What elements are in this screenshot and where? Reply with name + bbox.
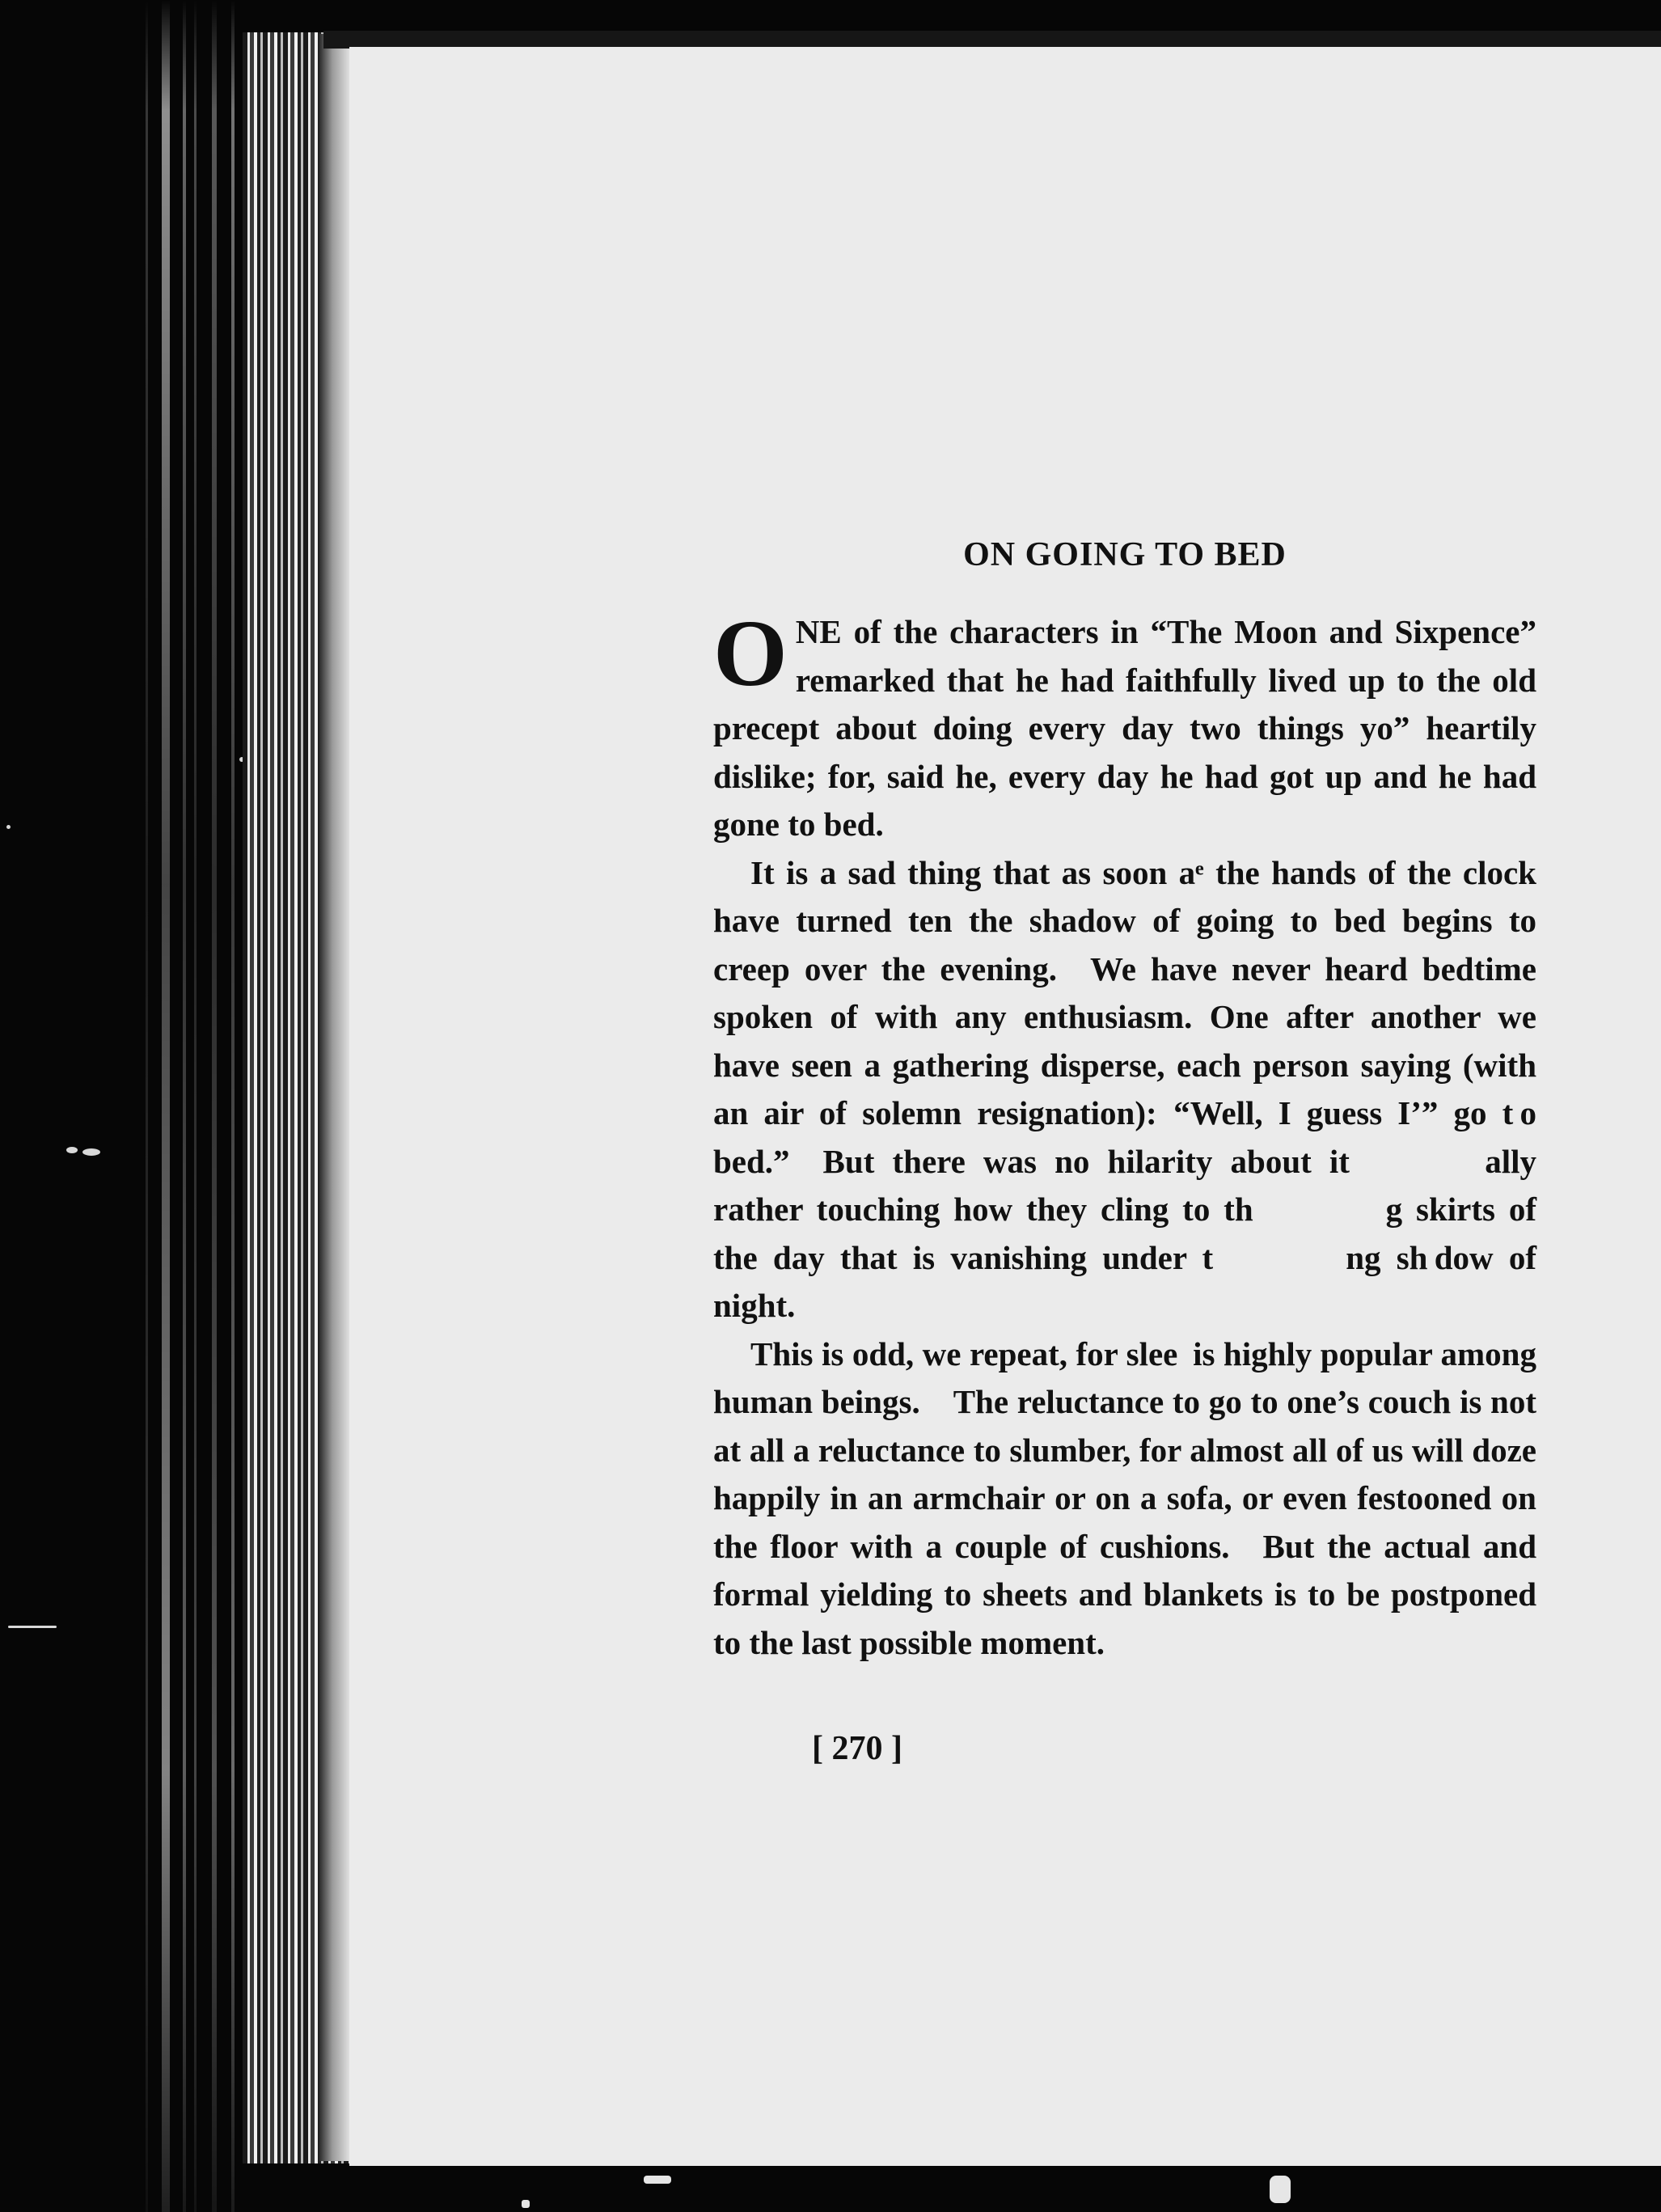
paragraph-1 (713, 600, 1536, 849)
paragraph-1-text: NE of the characters in “The Moon and Sixpence” remarked that he had faithfully lived up to the old precept about doing every day two things yo” heartily dislike; for, said he, every day he had got up and he had gone to bed. (713, 613, 1536, 843)
top-binding-edge (323, 31, 1661, 49)
running-head: ON GOING TO BED (963, 536, 1287, 573)
page-gutter-shadow (319, 34, 352, 2161)
drop-cap: O (713, 600, 788, 706)
film-streak (183, 0, 186, 2212)
film-mark (644, 2176, 671, 2184)
dust-speck (6, 825, 11, 829)
film-streak (212, 0, 217, 2212)
page-number: [ 270 ] (812, 1730, 902, 1767)
page-text-block (713, 535, 1536, 1667)
film-streak (162, 0, 170, 2212)
film-streak (194, 0, 197, 2212)
paragraph-3: This is odd, we repeat, for slee is highly popular among human beings. The reluctance to go to one’s couch is not at all a reluctance to slumber, for almost all of us will doze happily in an armchair or on a sofa, or even festooned on the floor with a couple of cushions. But the actual and formal yielding to sheets and blankets is to be postponed to the last possible moment. (713, 1334, 1536, 1661)
dust-speck (8, 1626, 57, 1628)
dust-speck (82, 1148, 100, 1156)
paragraph-2: It is a sad thing that as soon aᵉ the hands of the clock have turned ten the shadow of going to bed begins to creep over the evening. We have never heard bedtime spoken of with any enthusiasm. One after another we have seen a gathering disperse, each person saying (with an air of solemn resignation): “Well, I guess I’” go t o bed.” But there was no hilarity about it ally rather touching how they cling to th g skirts of the day that is vanishing under t ng sh dow of night. (713, 853, 1536, 1324)
film-streak (231, 0, 235, 2212)
film-mark (522, 2200, 530, 2208)
film-mark (1270, 2176, 1291, 2203)
dust-speck (66, 1147, 78, 1153)
film-streak (146, 0, 148, 2212)
